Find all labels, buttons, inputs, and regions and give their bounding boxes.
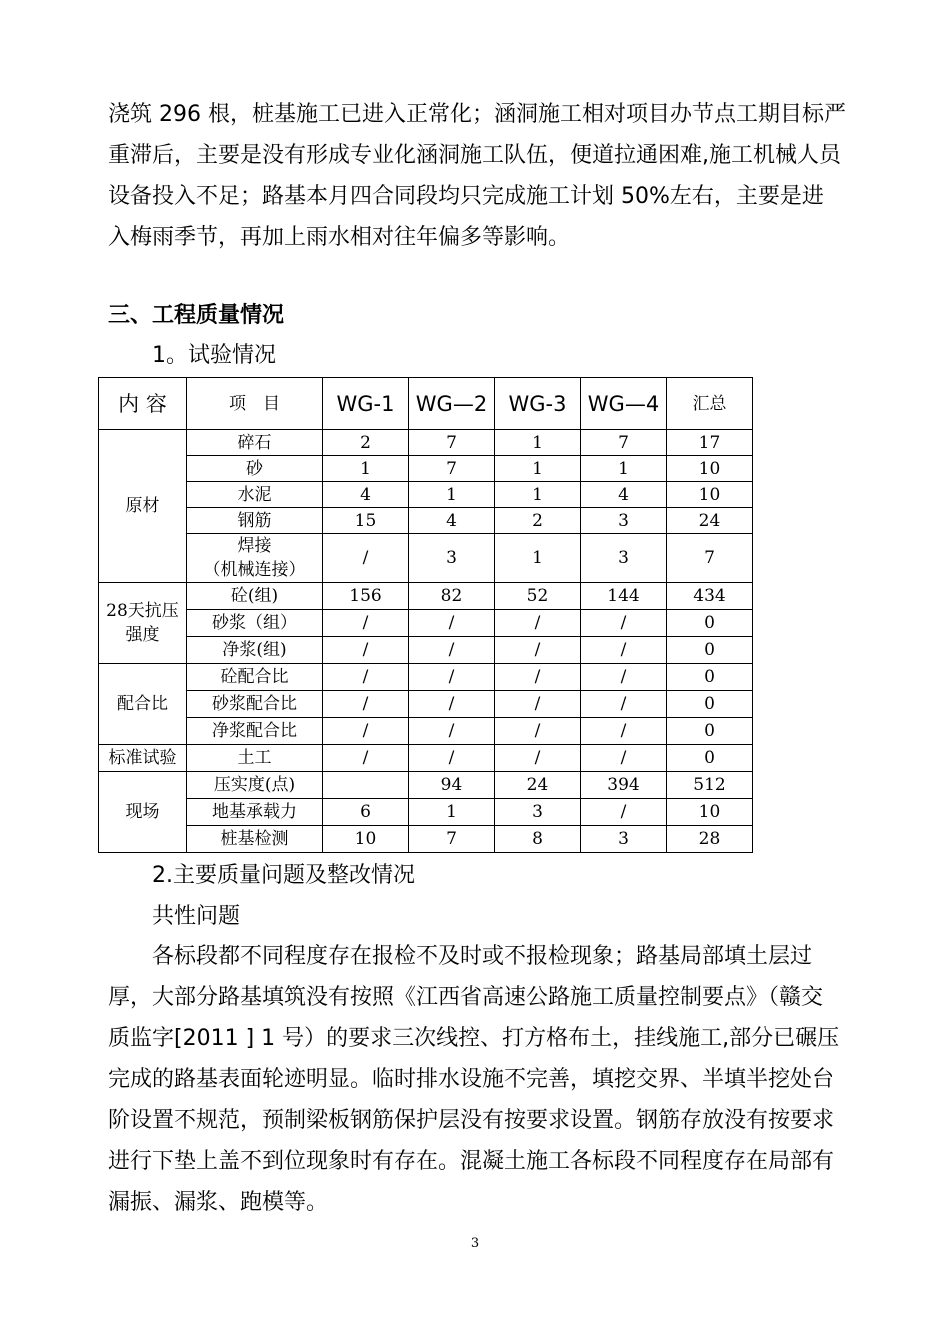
group-label-line1: 28天抗压 xyxy=(106,601,179,621)
header-item: 项 目 xyxy=(187,378,323,430)
cell-value: / xyxy=(495,718,581,745)
row-item: 碎石 xyxy=(187,430,323,456)
table-row xyxy=(99,430,753,456)
subsection-heading: 2.主要质量问题及整改情况 xyxy=(152,863,415,888)
table-row xyxy=(99,664,753,691)
text-line: 各标段都不同程度存在报检不及时或不报检现象；路基局部填土层过 xyxy=(152,944,813,969)
cell-value: / xyxy=(495,691,581,718)
cell-value: / xyxy=(581,745,667,772)
text-line: 完成的路基表面轮迹明显。临时排水设施不完善，填挖交界、半填半挖处台 xyxy=(108,1067,835,1092)
row-item: 土工 xyxy=(187,745,323,772)
cell-value: 24 xyxy=(495,772,581,799)
cell-value: 156 xyxy=(323,583,409,610)
table-row xyxy=(99,456,753,482)
cell-value: / xyxy=(409,637,495,664)
cell-value: 3 xyxy=(581,534,667,583)
row-item: 砂浆（组） xyxy=(187,610,323,637)
table-row xyxy=(99,508,753,534)
cell-total: 512 xyxy=(667,772,753,799)
row-item: 净浆(组) xyxy=(187,637,323,664)
table-row xyxy=(99,799,753,826)
cell-value: 6 xyxy=(323,799,409,826)
text-line: 设备投入不足；路基本月四合同段均只完成施工计划 50%左右，主要是进 xyxy=(108,184,824,209)
cell-value: / xyxy=(495,745,581,772)
text-line: 漏振、漏浆、跑模等。 xyxy=(108,1190,329,1215)
group-label: 原材 xyxy=(99,430,187,583)
cell-value: / xyxy=(409,745,495,772)
table-row xyxy=(99,772,753,799)
cell-total: 0 xyxy=(667,610,753,637)
cell-value: / xyxy=(581,718,667,745)
text-line: 重滞后，主要是没有形成专业化涵洞施工队伍，便道拉通困难,施工机械人员 xyxy=(108,143,841,168)
cell-value: / xyxy=(495,664,581,691)
cell-value: 7 xyxy=(409,430,495,456)
text-line: 阶设置不规范，预制梁板钢筋保护层没有按要求设置。钢筋存放没有按要求 xyxy=(108,1108,835,1133)
subsection-heading: 1。试验情况 xyxy=(152,343,276,368)
cell-total: 10 xyxy=(667,799,753,826)
cell-total: 0 xyxy=(667,745,753,772)
issues-paragraph xyxy=(108,936,848,1223)
table-header-row xyxy=(99,378,753,430)
cell-value: / xyxy=(495,610,581,637)
header-wg3: WG-3 xyxy=(495,378,581,430)
cell-total: 0 xyxy=(667,637,753,664)
cell-value: 2 xyxy=(323,430,409,456)
cell-value: 1 xyxy=(409,799,495,826)
group-label xyxy=(99,583,187,664)
cell-value: / xyxy=(323,637,409,664)
row-item: 压实度(点) xyxy=(187,772,323,799)
cell-total: 434 xyxy=(667,583,753,610)
cell-value: 10 xyxy=(323,826,409,853)
cell-value: 394 xyxy=(581,772,667,799)
cell-value: / xyxy=(581,691,667,718)
row-item: 砼配合比 xyxy=(187,664,323,691)
cell-value: 4 xyxy=(581,482,667,508)
cell-total: 10 xyxy=(667,482,753,508)
cell-total: 17 xyxy=(667,430,753,456)
cell-value: / xyxy=(581,637,667,664)
cell-value: 1 xyxy=(495,482,581,508)
row-item: 砼(组) xyxy=(187,583,323,610)
cell-value: 82 xyxy=(409,583,495,610)
section-heading: 三、工程质量情况 xyxy=(108,303,285,328)
cell-total: 7 xyxy=(667,534,753,583)
table-row xyxy=(99,534,753,583)
cell-value: 144 xyxy=(581,583,667,610)
cell-total: 28 xyxy=(667,826,753,853)
cell-value: 1 xyxy=(581,456,667,482)
cell-total: 10 xyxy=(667,456,753,482)
table-row xyxy=(99,610,753,637)
row-item: 净浆配合比 xyxy=(187,718,323,745)
cell-total: 0 xyxy=(667,718,753,745)
table-row xyxy=(99,745,753,772)
cell-value: / xyxy=(495,637,581,664)
table-row xyxy=(99,691,753,718)
cell-value: 2 xyxy=(495,508,581,534)
cell-value: 1 xyxy=(495,456,581,482)
cell-value: / xyxy=(581,610,667,637)
cell-value: 15 xyxy=(323,508,409,534)
row-item xyxy=(187,534,323,583)
row-item: 地基承载力 xyxy=(187,799,323,826)
group-label: 标准试验 xyxy=(99,745,187,772)
header-content: 内 容 xyxy=(99,378,187,430)
cell-value: 1 xyxy=(495,534,581,583)
cell-value: 3 xyxy=(581,508,667,534)
cell-value: 1 xyxy=(409,482,495,508)
row-item-line2: （机械连接） xyxy=(203,560,306,580)
text-line: 浇筑 296 根，桩基施工已进入正常化；涵洞施工相对项目办节点工期目标严 xyxy=(108,102,846,127)
cell-value: 94 xyxy=(409,772,495,799)
cell-value: / xyxy=(323,718,409,745)
group-label-line2: 强度 xyxy=(125,625,160,645)
cell-value: / xyxy=(323,691,409,718)
text-line: 入梅雨季节，再加上雨水相对往年偏多等影响。 xyxy=(108,225,571,250)
row-item: 砂 xyxy=(187,456,323,482)
cell-value: 3 xyxy=(495,799,581,826)
intro-paragraph xyxy=(108,94,848,258)
page-number: 3 xyxy=(470,1236,480,1251)
header-wg1: WG-1 xyxy=(323,378,409,430)
text-line: 质监字[2011 ] 1 号）的要求三次线控、打方格布土，挂线施工,部分已碾压 xyxy=(108,1026,840,1051)
cell-value: / xyxy=(409,691,495,718)
cell-total: 0 xyxy=(667,691,753,718)
group-label: 现场 xyxy=(99,772,187,853)
row-item: 水泥 xyxy=(187,482,323,508)
cell-value: 8 xyxy=(495,826,581,853)
cell-value: / xyxy=(323,745,409,772)
cell-total: 24 xyxy=(667,508,753,534)
row-item-line1: 焊接 xyxy=(237,536,272,556)
cell-value: / xyxy=(409,718,495,745)
cell-value xyxy=(323,772,409,799)
cell-value: 52 xyxy=(495,583,581,610)
cell-value: 7 xyxy=(581,430,667,456)
cell-value: 3 xyxy=(581,826,667,853)
row-item: 钢筋 xyxy=(187,508,323,534)
header-wg4: WG—4 xyxy=(581,378,667,430)
cell-value: 1 xyxy=(323,456,409,482)
test-summary-table xyxy=(98,377,753,853)
row-item: 砂浆配合比 xyxy=(187,691,323,718)
cell-value: / xyxy=(409,610,495,637)
cell-value: 4 xyxy=(409,508,495,534)
cell-value: 1 xyxy=(495,430,581,456)
table-row xyxy=(99,482,753,508)
text-line: 进行下垫上盖不到位现象时有存在。混凝土施工各标段不同程度存在局部有 xyxy=(108,1149,835,1174)
cell-value: 7 xyxy=(409,456,495,482)
table-row xyxy=(99,826,753,853)
header-wg2: WG—2 xyxy=(409,378,495,430)
cell-value: 3 xyxy=(409,534,495,583)
cell-value: 7 xyxy=(409,826,495,853)
group-label: 配合比 xyxy=(99,664,187,745)
cell-value: 4 xyxy=(323,482,409,508)
subsection-heading: 共性问题 xyxy=(152,904,241,929)
table-row xyxy=(99,637,753,664)
cell-value: / xyxy=(323,534,409,583)
cell-total: 0 xyxy=(667,664,753,691)
table-row xyxy=(99,718,753,745)
text-line: 厚，大部分路基填筑没有按照《江西省高速公路施工质量控制要点》（赣交 xyxy=(108,985,824,1010)
row-item: 桩基检测 xyxy=(187,826,323,853)
table-row xyxy=(99,583,753,610)
cell-value: / xyxy=(323,664,409,691)
cell-value: / xyxy=(409,664,495,691)
header-total: 汇总 xyxy=(667,378,753,430)
cell-value: / xyxy=(323,610,409,637)
cell-value: / xyxy=(581,799,667,826)
cell-value: / xyxy=(581,664,667,691)
